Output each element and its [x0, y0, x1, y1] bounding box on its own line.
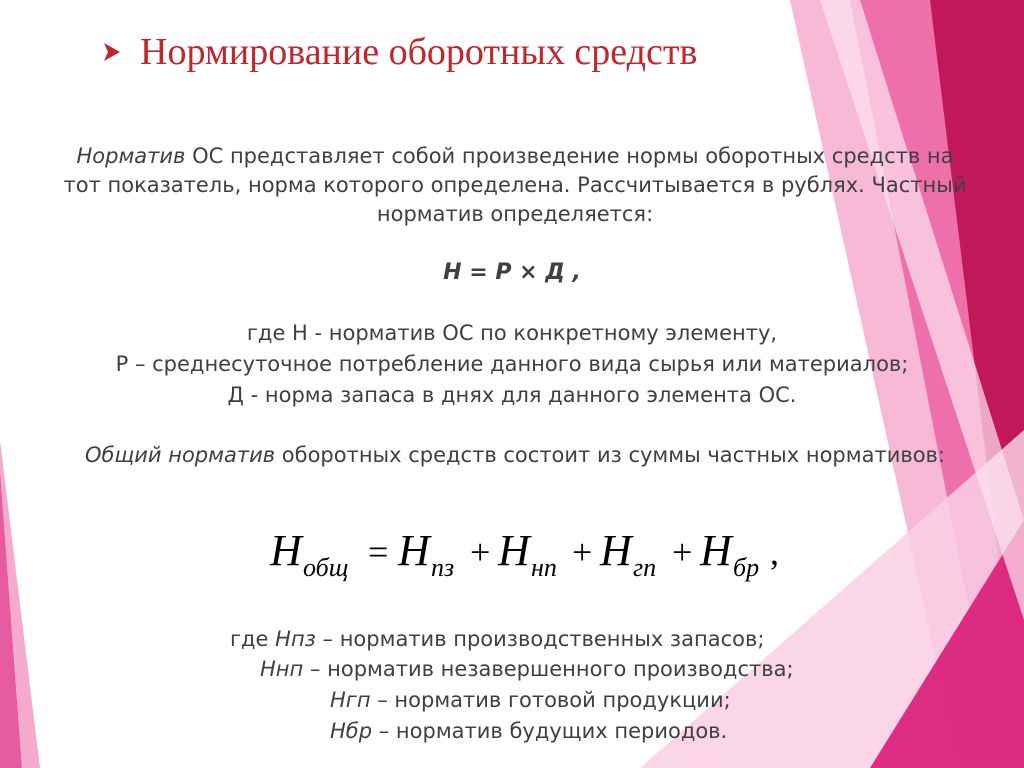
- legend-symbol: Ннп: [260, 657, 304, 681]
- legend-ngp: [330, 688, 731, 712]
- formula-sub-np: нп: [531, 553, 557, 582]
- legend-symbol: Нпз: [275, 627, 316, 651]
- formula-sub-gp: гп: [633, 553, 657, 582]
- total-formula: [270, 525, 790, 595]
- formula-sub-br: бр: [733, 553, 760, 582]
- legend-text: – норматив производственных запасов;: [315, 627, 765, 651]
- legend-nbr: [330, 719, 727, 743]
- bullet-arrow-icon: [104, 43, 120, 61]
- legend-nnp: [260, 657, 794, 681]
- intro-term: Норматив: [76, 144, 186, 168]
- formula-h-gp: H: [600, 526, 632, 575]
- intro-line-3: норматив определяется:: [376, 202, 654, 226]
- slide-title: Нормирование оборотных средств: [140, 31, 698, 73]
- formula-equals: =: [368, 532, 389, 572]
- formula-comma: ,: [770, 532, 779, 572]
- intro-paragraph: [30, 142, 1000, 229]
- legend-symbol: Нбр: [330, 719, 373, 743]
- legend-npz: [230, 627, 764, 651]
- legend-prefix: где: [230, 627, 276, 651]
- formula-h-br: H: [700, 526, 732, 575]
- formula-plus-3: +: [672, 532, 693, 572]
- total-text: оборотных средств состоит из суммы частных нормативов:: [275, 443, 946, 467]
- formula-sub-total: общ: [303, 553, 349, 582]
- formula-plus-1: +: [470, 532, 491, 572]
- formula-h-np: H: [498, 526, 530, 575]
- definition-d: Д - норма запаса в днях для данного элемента ОС.: [227, 383, 797, 407]
- total-paragraph: [30, 441, 1000, 470]
- legend-text: – норматив незавершенного производства;: [303, 657, 794, 681]
- formula-plus-2: +: [572, 532, 593, 572]
- total-term: Общий норматив: [84, 443, 276, 467]
- legend-symbol: Нгп: [330, 688, 371, 712]
- definition-p: Р – среднесуточное потребление данного вида сырья или материалов;: [115, 352, 909, 376]
- formula-sub-pz: пз: [431, 553, 455, 582]
- intro-line-1: ОС представляет собой произведение нормы оборотных средств на: [185, 144, 954, 168]
- legend-text: – норматив готовой продукции;: [370, 688, 731, 712]
- formula-h-total: H: [270, 526, 302, 575]
- legend-text: – норматив будущих периодов.: [372, 719, 728, 743]
- intro-line-2: тот показатель, норма которого определена. Рассчитывается в рублях. Частный: [63, 173, 967, 197]
- formula-h-pz: H: [398, 526, 430, 575]
- partial-formula: Н = Р × Д ,: [443, 260, 581, 285]
- definition-h: где Н - норматив ОС по конкретному элементу,: [246, 321, 778, 345]
